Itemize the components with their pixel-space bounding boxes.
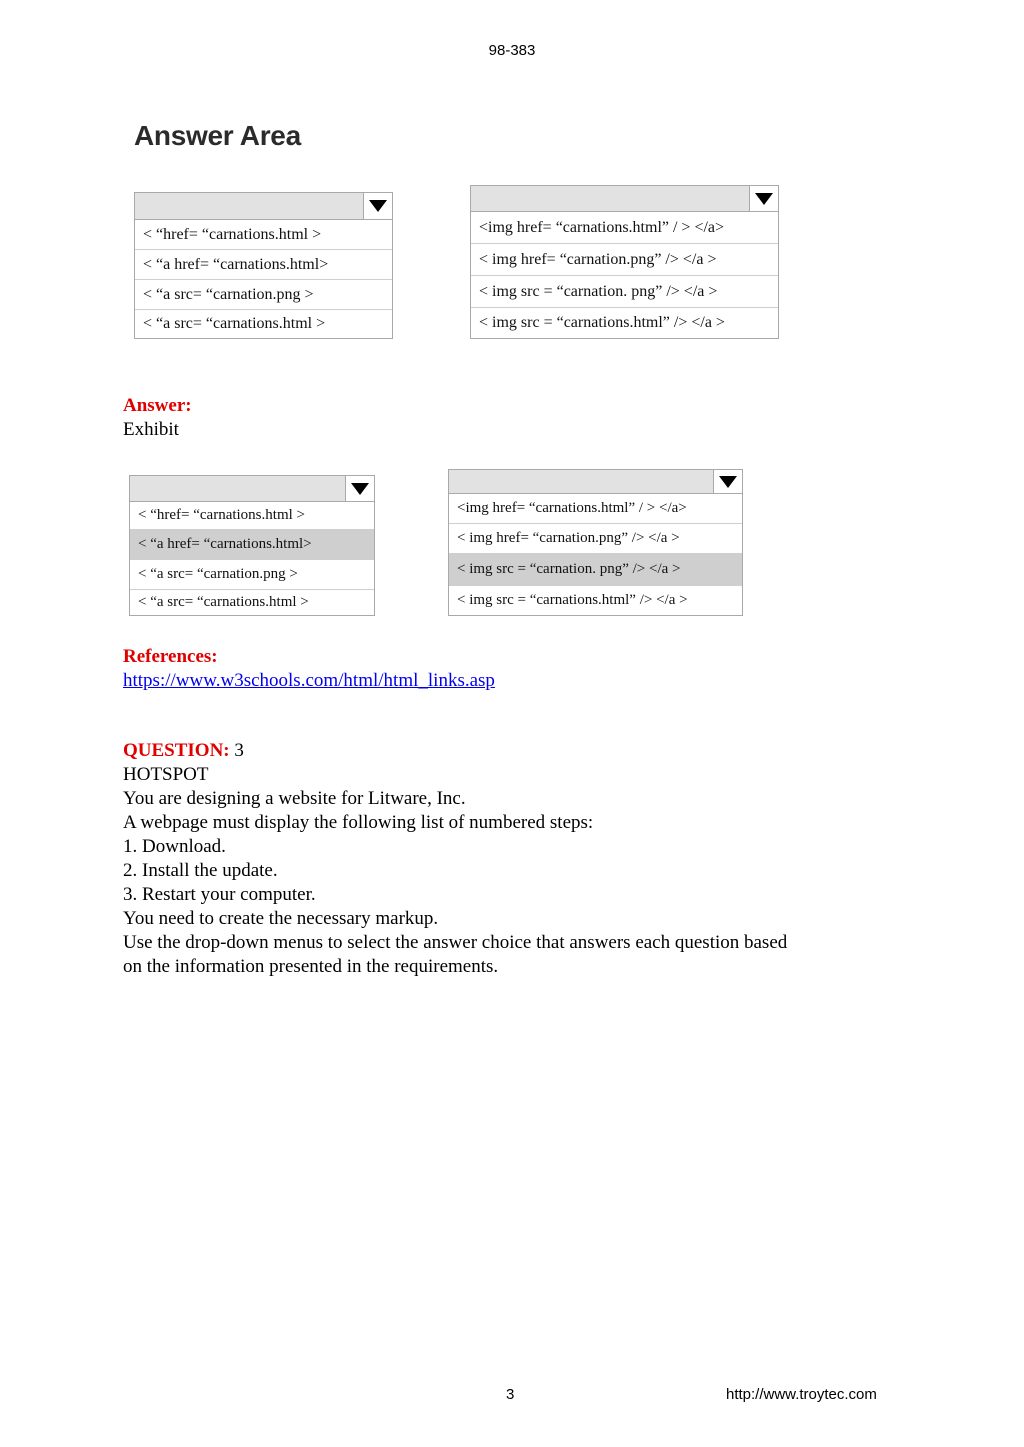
dropdown-header[interactable] <box>135 193 392 220</box>
reference-link[interactable]: https://www.w3schools.com/html/html_links.asp <box>123 670 495 691</box>
answer-label: Answer: <box>123 395 192 416</box>
question-step: 2. Install the update. <box>123 860 278 881</box>
dropdown-option[interactable]: < img src = “carnations.html” /> </a > <box>479 314 725 331</box>
page-number: 3 <box>506 1386 515 1403</box>
question-body <box>123 763 903 979</box>
answer-area-dropdown-right[interactable] <box>470 185 779 339</box>
dropdown-option-selected[interactable]: < “a href= “carnations.html> <box>130 530 374 560</box>
dropdown-option[interactable]: < “a src= “carnation.png > <box>135 280 392 310</box>
exhibit-label: Exhibit <box>123 419 179 440</box>
dropdown-option[interactable]: < img href= “carnation.png” /> </a > <box>449 524 742 554</box>
dropdown-header[interactable] <box>471 186 778 212</box>
question-number: 3 <box>229 740 244 761</box>
chevron-down-icon[interactable] <box>749 186 778 211</box>
dropdown-option[interactable]: <img href= “carnations.html” / > </a> <box>471 212 778 244</box>
answer-area-dropdown-left[interactable] <box>134 192 393 339</box>
exhibit-dropdown-left[interactable] <box>129 475 375 616</box>
references-label: References: <box>123 646 218 667</box>
question-line: You need to create the necessary markup. <box>123 908 439 929</box>
dropdown-option-selected[interactable]: < img src = “carnation. png” /> </a > <box>449 554 742 586</box>
footer-url[interactable]: http://www.troytec.com <box>726 1386 877 1403</box>
dropdown-header[interactable] <box>449 470 742 494</box>
question-line: Use the drop-down menus to select the answer choice that answers each question based <box>123 932 788 953</box>
chevron-down-icon[interactable] <box>345 476 374 501</box>
question-heading <box>123 739 244 763</box>
question-label: QUESTION: <box>123 740 230 761</box>
dropdown-option[interactable]: <img href= “carnations.html” / > </a> <box>449 494 742 524</box>
question-line: A webpage must display the following list of numbered steps: <box>123 812 594 833</box>
dropdown-option[interactable]: < img href= “carnation.png” /> </a > <box>471 244 778 276</box>
question-line: You are designing a website for Litware, Inc. <box>123 788 466 809</box>
dropdown-option[interactable]: < img src = “carnations.html” /> </a > <box>457 592 688 608</box>
question-type: HOTSPOT <box>123 764 209 785</box>
answer-area-title: Answer Area <box>134 120 301 151</box>
dropdown-option[interactable]: < “a src= “carnations.html > <box>138 594 309 610</box>
question-step: 1. Download. <box>123 836 226 857</box>
dropdown-option[interactable]: < img src = “carnation. png” /> </a > <box>471 276 778 308</box>
dropdown-option[interactable]: < “a src= “carnations.html > <box>143 315 326 332</box>
dropdown-option[interactable]: < “href= “carnations.html > <box>130 502 374 530</box>
exhibit-dropdown-right[interactable] <box>448 469 743 616</box>
chevron-down-icon[interactable] <box>713 470 742 493</box>
dropdown-option[interactable]: < “a href= “carnations.html> <box>135 250 392 280</box>
document-header-code: 98-383 <box>488 42 536 59</box>
question-step: 3. Restart your computer. <box>123 884 316 905</box>
dropdown-option[interactable]: < “a src= “carnation.png > <box>130 560 374 590</box>
dropdown-option[interactable]: < “href= “carnations.html > <box>135 220 392 250</box>
chevron-down-icon[interactable] <box>363 193 392 219</box>
question-line: on the information presented in the requirements. <box>123 956 499 977</box>
dropdown-header[interactable] <box>130 476 374 502</box>
